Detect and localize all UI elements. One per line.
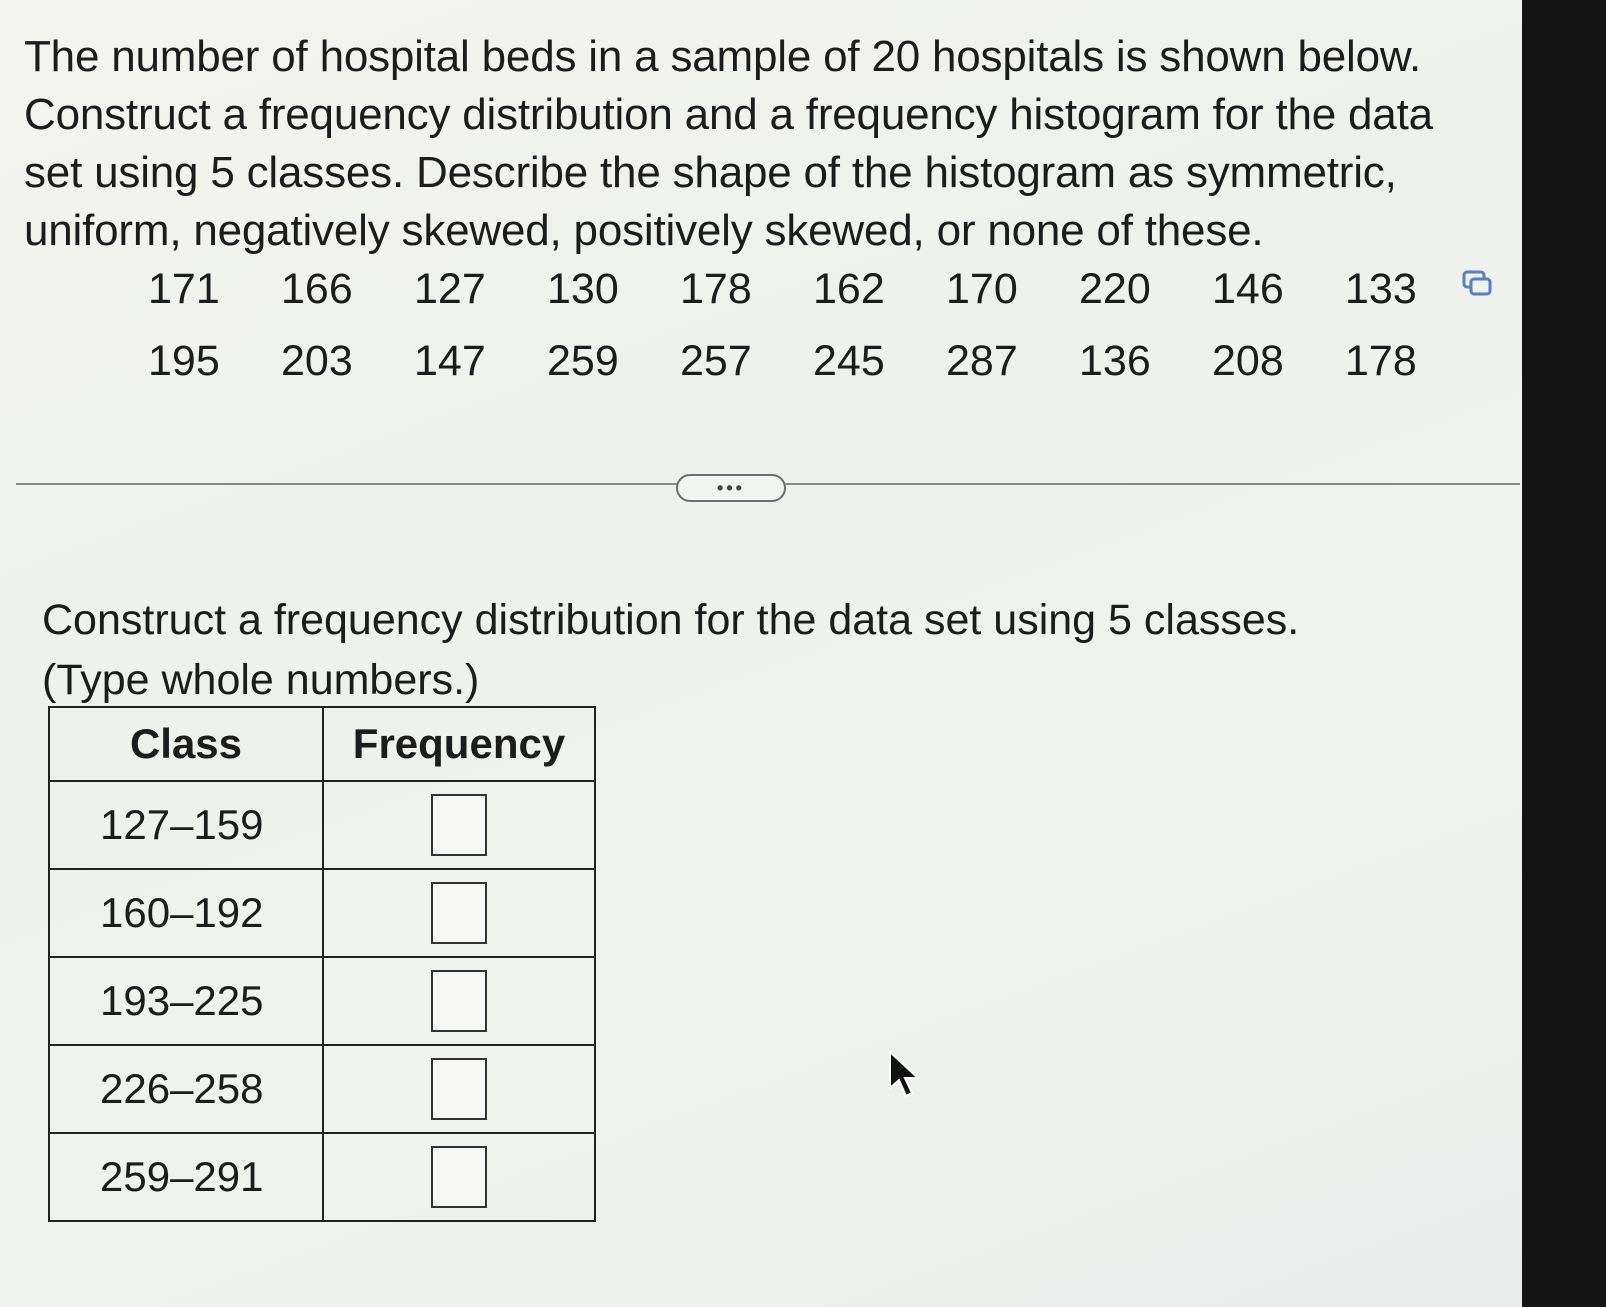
mouse-pointer-icon <box>888 1050 922 1102</box>
instruction-line-1: Construct a frequency distribution for the data set using 5 classes. <box>42 596 1300 644</box>
frequency-input[interactable] <box>431 882 487 944</box>
table-row <box>49 869 595 957</box>
data-value: 257 <box>680 337 752 385</box>
class-cell: 259–291 <box>49 1133 323 1221</box>
frequency-cell <box>323 957 595 1045</box>
data-value: 287 <box>946 337 1018 385</box>
frequency-input[interactable] <box>431 794 487 856</box>
data-value: 178 <box>680 265 752 313</box>
instruction-line-2: (Type whole numbers.) <box>42 656 480 704</box>
table-row <box>49 781 595 869</box>
table-row <box>49 957 595 1045</box>
data-value: 245 <box>813 337 885 385</box>
frequency-cell <box>323 1045 595 1133</box>
data-value: 162 <box>813 265 885 313</box>
data-value: 259 <box>547 337 619 385</box>
class-cell: 127–159 <box>49 781 323 869</box>
data-value: 136 <box>1079 337 1151 385</box>
data-value: 130 <box>547 265 619 313</box>
data-value: 127 <box>414 265 486 313</box>
data-value: 166 <box>281 265 353 313</box>
frequency-cell <box>323 1133 595 1221</box>
data-value: 208 <box>1212 337 1284 385</box>
data-value: 203 <box>281 337 353 385</box>
data-value: 171 <box>148 265 220 313</box>
data-value: 170 <box>946 265 1018 313</box>
class-cell: 226–258 <box>49 1045 323 1133</box>
header-frequency: Frequency <box>323 707 595 781</box>
copy-data-icon[interactable] <box>1462 270 1492 296</box>
data-value: 147 <box>414 337 486 385</box>
frequency-input[interactable] <box>431 1058 487 1120</box>
data-value: 220 <box>1079 265 1151 313</box>
frequency-input[interactable] <box>431 970 487 1032</box>
table-row <box>49 1133 595 1221</box>
class-cell: 193–225 <box>49 957 323 1045</box>
header-class: Class <box>49 707 323 781</box>
table-row <box>49 1045 595 1133</box>
data-value: 146 <box>1212 265 1284 313</box>
question-text: The number of hospital beds in a sample of 20 hospitals is shown below. Construct a frequency distribution and a frequency histogram for the data set using 5 classes. Describe the shape of the histogram as symmetric, uniform, negatively skewed, positively skewed, or none of these. <box>24 32 1433 255</box>
expand-button[interactable]: ••• <box>676 474 786 502</box>
data-value: 178 <box>1345 337 1417 385</box>
frequency-input[interactable] <box>431 1146 487 1208</box>
frequency-table <box>48 706 596 1222</box>
instruction <box>42 590 1299 710</box>
class-cell: 160–192 <box>49 869 323 957</box>
frequency-cell <box>323 869 595 957</box>
data-value: 195 <box>148 337 220 385</box>
data-value: 133 <box>1345 265 1417 313</box>
table-body <box>49 781 595 1221</box>
table-header-row <box>49 707 595 781</box>
frequency-cell <box>323 781 595 869</box>
data-values-grid <box>148 258 1478 392</box>
